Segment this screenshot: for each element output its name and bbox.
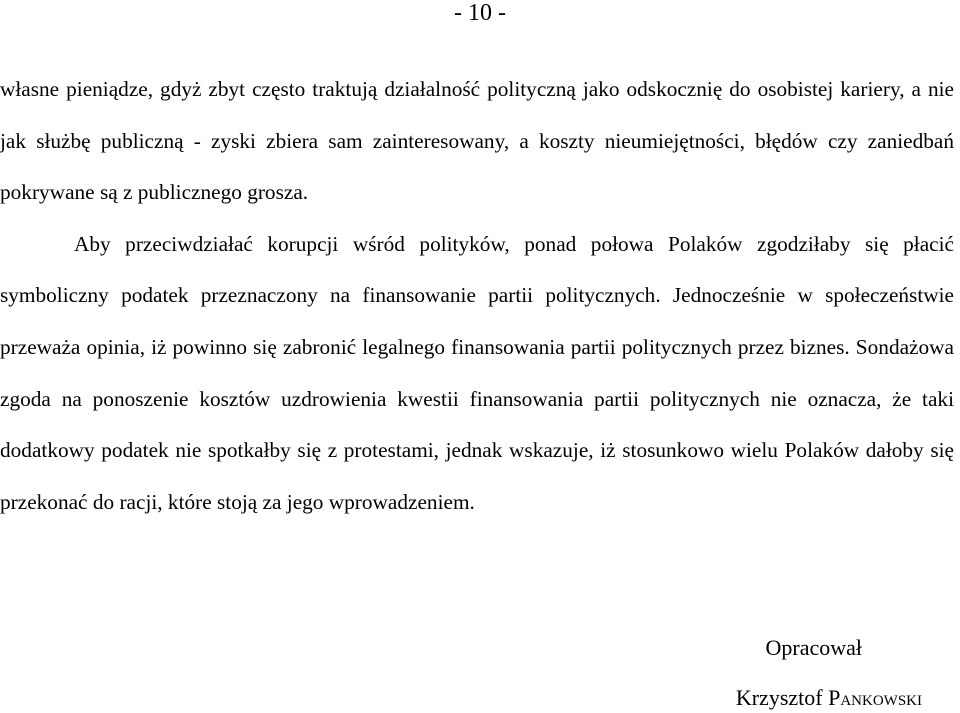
paragraph-2: Aby przeciwdziałać korupcji wśród polityków, ponad połowa Polaków zgodziłaby się płacić symboliczny podatek przeznaczony na finansowanie partii politycznych. Jednocześnie w społeczeństwie przeważa opinia, iż powinno się zabronić legalnego finansowania partii politycznych przez biznes. Sondażowa zgoda na ponoszenie kosztów uzdrowienia kwestii finansowania partii politycznych nie oznacza, że taki dodatkowy podatek nie spotkałby się z protestami, jednak wskazuje, iż stosunkowo wielu Polaków dałoby się przekonać do racji, które stoją za jego wprowadzeniem. [0,231,954,514]
article-body [0,64,954,528]
author-name [736,685,922,711]
author-credit-label: Opracował [765,635,862,660]
page-number: - 10 - [454,0,506,26]
paragraph-1: własne pieniądze, gdyż zbyt często traktują działalność polityczną jako odskocznię do osobistej kariery, a nie jak służbę publiczną - zyski zbiera sam zainteresowany, a koszty nieumiejętności, błędów czy zaniedbań pokrywane są z publicznego grosza. [0,77,954,205]
author-last-name: Pankowski [828,685,922,710]
author-first-name: Krzysztof [735,685,823,710]
